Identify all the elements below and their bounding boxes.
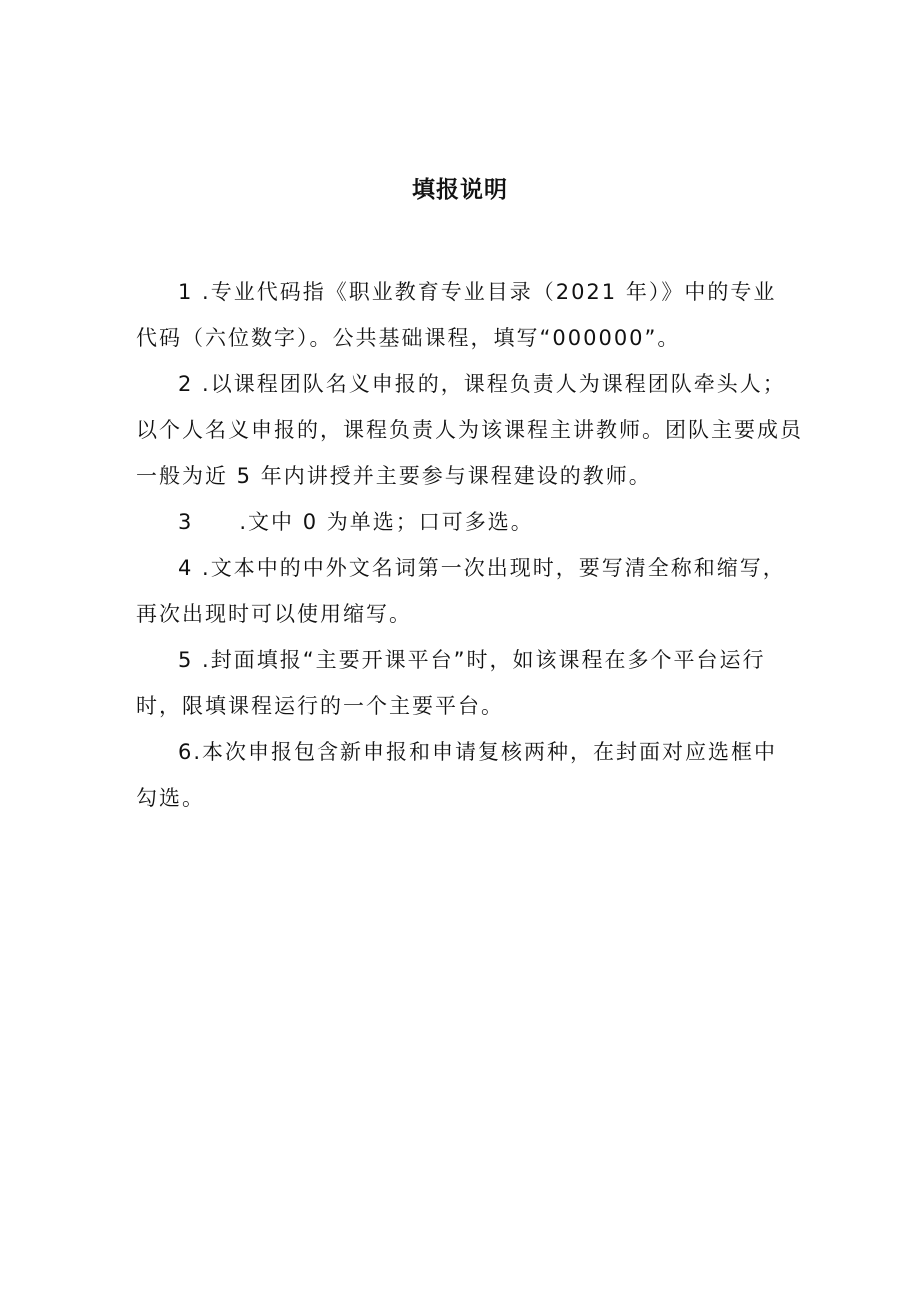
instruction-line: 2 .以课程团队名义申报的，课程负责人为课程团队牵头人；: [178, 372, 786, 396]
instruction-line: 时，限填课程运行的一个主要平台。: [136, 694, 504, 718]
instruction-item-5: [136, 642, 800, 724]
instruction-line: 4 .文本中的中外文名词第一次出现时，要写清全称和缩写，: [178, 556, 786, 580]
instruction-item-2: [136, 366, 803, 494]
instruction-item-6: [136, 734, 800, 816]
instruction-line: 6.本次申报包含新申报和申请复核两种，在封面对应选框中: [178, 740, 778, 764]
instructions-body: [136, 274, 803, 826]
instruction-line: 3 .文中 0 为单选；口可多选。: [178, 510, 534, 534]
instruction-line: 再次出现时可以使用缩写。: [136, 602, 412, 626]
instruction-item-1: [136, 274, 800, 356]
instruction-line: 勾选。: [136, 786, 205, 810]
instruction-line: 5 .封面填报“主要开课平台”时，如该课程在多个平台运行: [178, 648, 766, 672]
instruction-line: 一般为近 5 年内讲授并主要参与课程建设的教师。: [136, 464, 652, 488]
instruction-item-3: [136, 504, 800, 540]
instruction-line: 1 .专业代码指《职业教育专业目录（2021 年）》中的专业: [178, 280, 777, 304]
document-title: 填报说明: [412, 177, 508, 203]
instruction-line: 代码（六位数字）。公共基础课程，填写“000000”。: [136, 326, 681, 350]
instruction-line: 以个人名义申报的，课程负责人为该课程主讲教师。团队主要成员: [136, 418, 803, 442]
instruction-item-4: [136, 550, 800, 632]
